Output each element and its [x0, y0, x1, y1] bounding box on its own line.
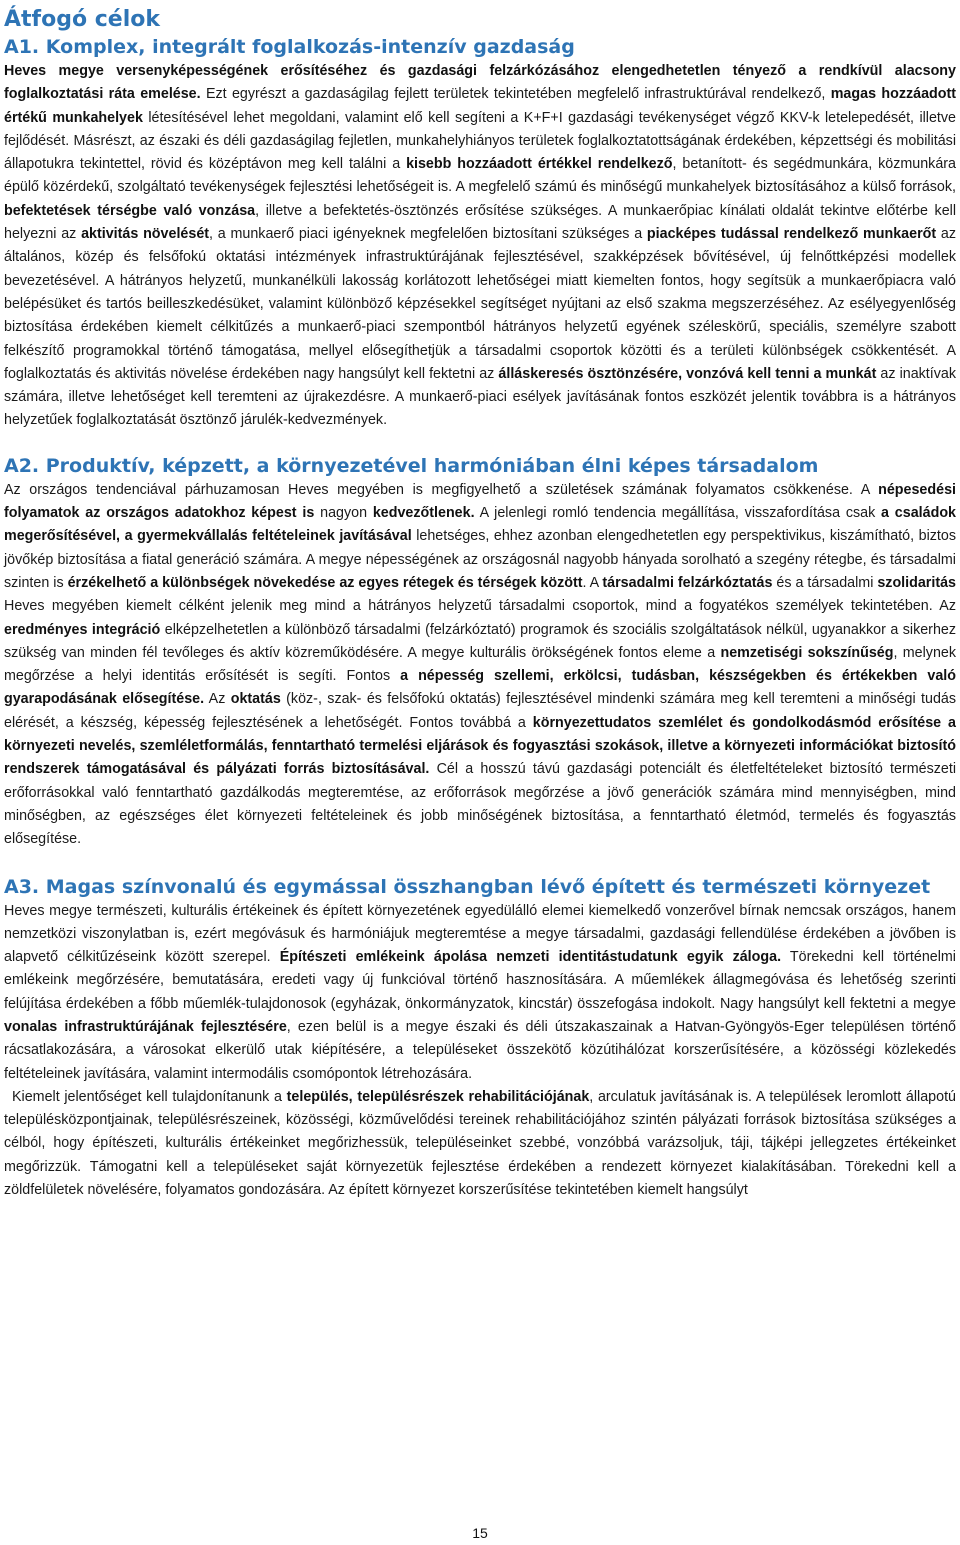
body-text: (köz-, szak- és felsőfokú oktatás) fejlesztésével mindenki számára meg kell teremteni a minőségi tudás elérését, a készség, képesség fejlesztésének a lehetőségét. Fontos továbbá a: [4, 691, 956, 731]
emphasis-text: magas hozzáadott értékű munkahelyek: [4, 86, 957, 126]
section-paragraph: [4, 900, 956, 1086]
section-heading: A1. Komplex, integrált foglalkozás-intenzív gazdaság: [4, 36, 575, 58]
section-a1: [4, 34, 956, 433]
emphasis-text: vonalas infrastruktúrájának fejlesztésére: [4, 1018, 287, 1035]
body-text: , ezen belül is a megye északi és déli útszakaszainak a Hatvan-Gyöngyös-Eger településen történő rácsatlakozására, a városokat elkerülő utak kiépítésére, a településeket összekötő közútihálózat korszerűsítésére, a közösségi közlekedés feltételeinek javítására, valamint intermodális csomópontok létrehozására.: [4, 1018, 956, 1082]
page-title: Átfogó célok: [4, 7, 160, 32]
emphasis-text: álláskeresés ösztönzésére, vonzóvá kell tenni a munkát: [498, 365, 877, 382]
section-heading: A2. Produktív, képzett, a környezetével harmóniában élni képes társadalom: [4, 454, 819, 477]
emphasis-text: kisebb hozzáadott értékkel rendelkező: [406, 156, 673, 173]
emphasis-text: oktatás: [230, 691, 281, 708]
body-text: Az: [204, 691, 231, 708]
emphasis-text: környezettudatos szemlélet és gondolkodásmód erősítése a környezeti nevelés, szemléletformálás, fenntartható termelési eljárások és fogyasztási szokások, illetve a környezeti információkat biztosító rendszerek támogatásával és pályázati forrás biztosításával.: [4, 714, 956, 778]
body-text: , melynek megőrzése a helyi identitás erősítését is segíti. Fontos: [4, 644, 957, 685]
body-text: , illetve a befektetés-ösztönzés erősítése szükséges. A munkaerőpiac kínálati oldalát tekintve előtérbe kell helyezni az: [4, 202, 956, 243]
body-text: Törekedni kell történelmi emlékeink megőrzésére, bemutatására, eredeti vagy új funkcióval történő hasznosítására. A műemlékek állagmegóvása és lehetőség szerinti felújítása érdekében a főbb műemlék-tulajdonosok (egyházak, önkormányzatok, kincstár) összefogása indokolt. Nagy hangsúlyt kell fektetni a megye: [4, 949, 956, 1012]
page-number: 15: [472, 1525, 488, 1541]
emphasis-text: aktivitás növelését: [81, 226, 210, 243]
body-text: Kiemelt jelentőséget kell tulajdonítanunk a: [12, 1088, 287, 1105]
body-text: . A: [582, 574, 603, 591]
emphasis-text: népesedési folyamatok az országos adatokhoz képest is: [4, 481, 956, 522]
body-text: Heves megye természeti, kulturális értékeinek és épített környezetének egyedülálló elemei kiemelkedő vonzerővel bírnak nemcsak országos, hanem nemzetközi viszonylatban is, ezért megóvásuk és harmóniájuk megteremtése a megye társadalmi, gazdasági fellendülése érdekében a jövőben is alapvető célkitűzéseink között szerepel.: [4, 902, 956, 966]
emphasis-text: a családok megerősítésével, a gyermekvállalás feltételeinek javításával: [4, 505, 957, 545]
body-text: elképzelhetetlen a különböző társadalmi (felzárkóztató) programok és szociális szolgáltatások nélkül, ugyanakkor a sikerhez szükség van minden fél tevőleges és aktív közreműködésére. A megye kulturális örökségének fontos eleme a: [4, 621, 956, 661]
emphasis-text: Építészeti emlékeink ápolása nemzeti identitástudatunk egyik záloga.: [279, 949, 782, 966]
emphasis-text: szolidaritás: [877, 574, 957, 591]
section-paragraph: [4, 1086, 956, 1202]
section-paragraph: [4, 479, 956, 852]
section-a3: [4, 874, 956, 1203]
body-text: az inaktívak számára, illetve lehetőséget kell teremteni az újrakezdésre. A munkaerő-piaci esélyek javításának fontos eszközét jelentik továbbra is a hátrányos helyzetűek foglalkoztatását ösztönző járulék-kedvezmények.: [4, 365, 956, 429]
emphasis-text: társadalmi felzárkóztatás: [602, 574, 773, 591]
body-text: nagyon: [314, 505, 373, 522]
section-a2: [4, 453, 956, 852]
body-text: lehetséges, ehhez azonban elengedhetetlen egy perspektivikus, kiszámítható, biztos jövőkép biztosítása a fiatal generáció számára. A megye népességének az országosnál nagyobb hányada sorolható a szegény rétegbe, és társadalmi szinten is: [4, 528, 956, 591]
emphasis-text: érzékelhető a különbségek növekedése az egyes rétegek és térségek között: [67, 574, 583, 591]
body-text: és a társadalmi: [772, 574, 878, 591]
emphasis-text: piacképes tudással rendelkező munkaerőt: [646, 226, 937, 243]
body-text: Cél a hosszú távú gazdasági potenciált és életfeltételeket biztosító természeti erőforrásokkal való fenntartható gazdálkodás megteremtése, az erőforrások megőrzése a jövő generációk számára mind mennyiségben, mind minőségben, az egészséges élet környezeti feltételeinek és jobb minőségének biztosítása, a fenntartható életmód, termelés és fogyasztás elősegítése.: [4, 761, 956, 848]
emphasis-text: település, településrészek rehabilitációjának: [286, 1088, 590, 1105]
body-text: Ezt egyrészt a gazdaságilag fejlett területek tekintetében megfelelő infrastruktúrával rendelkező,: [200, 86, 831, 103]
body-text: , betanított- és segédmunkára, közmunkára épülő közérdekű, szolgáltató tevékenységek fejlesztési lehetőségeit is. A megfelelő számú és minőségű munkahelyek biztosításához a külső források,: [4, 156, 956, 196]
emphasis-text: eredményes integráció: [4, 621, 161, 638]
body-text: Heves megyében kiemelt célként jelenik meg mind a hátrányos helyzetű társadalmi csoportok, mind a fogyatékos személyek tekintetében. Az: [4, 598, 956, 615]
emphasis-text: befektetések térségbe való vonzása: [4, 202, 256, 219]
body-text: , a munkaerő piaci igényeknek megfelelően biztosítani szükséges a: [209, 226, 647, 243]
emphasis-text: a népesség szellemi, erkölcsi, tudásban, készségekben és értékekben való gyarapodásának elősegítése.: [4, 668, 957, 708]
section-paragraph: [4, 60, 956, 433]
body-text: , arculatuk javításának is. A települések leromlott állapotú településközpontjainak, településrészeinek, közösségi, közművelődési tereinek rehabilitációjához szintén pályázati források biztosítása szükséges a célból, hogy építészeti, kulturális értékeinket megőrizhessük, településeinket szebbé, vonzóbbá varázsoljuk, táji, tájképi jellegzetes értékeinket megőrizzük. Támogatni kell a településeket saját környezetük fejlesztése érdekében a rendezett környezet kialakításában. Törekedni kell a zöldfelületek növelésére, folyamatos gondozására. Az épített környezet korszerűsítése tekintetében kiemelt hangsúlyt: [4, 1088, 956, 1199]
emphasis-text: kedvezőtlenek.: [372, 505, 475, 522]
body-text: Az országos tendenciával párhuzamosan Heves megyében is megfigyelhető a születések számának folyamatos csökkenése. A: [4, 481, 879, 498]
body-text: létesítésével lehet megoldani, valamint elő kell segíteni a K+F+I gazdasági tevékenységet végző KKV-k letelepedését, illetve fejlődését. Másrészt, az északi és déli gazdaságilag fejletlen, munkahelyhiányos területek foglalkoztatottságának érdekében, képzettségi és mobilitási állapotukra tekintettel, rövid és középtávon meg kell találni a: [4, 109, 956, 173]
emphasis-text: Heves megye versenyképességének erősítéséhez és gazdasági felzárkózásához elengedhetetlen tényező a rendkívül alacsony foglalkoztatási ráta emelése.: [4, 63, 956, 103]
section-heading: A3. Magas színvonalú és egymással összhangban lévő épített és természeti környezet: [4, 875, 931, 898]
body-text: az általános, közép és felsőfokú oktatási intézmények infrastruktúrájának fejlesztésével, szakképzések bővítésével, új felnőttképzési modellek bevezetésével. A hátrányos helyzetű, munkanélküli lakosság korlátozott lehetőségei miatt kiemelten fontos, hogy segítsük a munkaerőpiacra való belépésüket és tartós beilleszkedésüket, valamint különböző képzésekkel segítséget nyújtani az első szakma megszerzéséhez. Az esélyegyenlőség biztosítása érdekében kiemelt célkitűzés a munkaerő-piaci szempontból hátrányos helyzetű egyének széleskörű, speciális, személyre szabott felkészítő programokkal történő támogatása, mellyel elősegíthetjük a társadalmi csoportok közötti és a területi különbségek csökkentését. A foglalkoztatás és aktivitás növelése érdekében nagy hangsúlyt kell fektetni az: [4, 226, 957, 382]
document-page: [4, 6, 956, 1202]
body-text: A jelenlegi romló tendencia megállítása, visszafordítása csak: [474, 505, 882, 522]
emphasis-text: nemzetiségi sokszínűség: [720, 644, 894, 661]
